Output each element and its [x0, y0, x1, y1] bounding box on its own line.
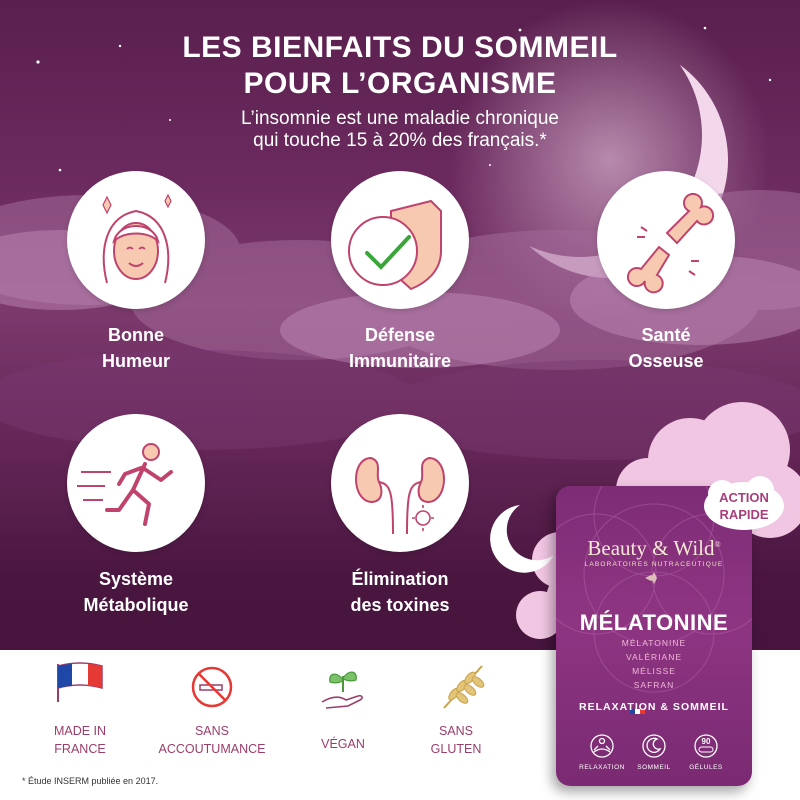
product-brand: [556, 536, 752, 561]
benefit-label-line: Défense: [364, 325, 436, 345]
french-flag-icon: [50, 656, 108, 704]
bone-joint-icon: [597, 171, 735, 309]
benefit-label-immunity: [300, 322, 500, 374]
benefit-label-line: Santé: [641, 325, 691, 345]
shield-check-icon: [331, 171, 469, 309]
badge-label-line: VÉGAN: [321, 737, 365, 751]
benefit-label-line: Bonne: [108, 325, 164, 345]
badge-label-gluten-free: [396, 722, 516, 758]
benefit-label-line: Immunitaire: [348, 351, 452, 371]
title-line-2: POUR L’ORGANISME: [243, 67, 557, 100]
capsule-count-text: 90: [701, 737, 711, 746]
benefit-label-line: Élimination: [351, 569, 449, 589]
page-title: [0, 30, 800, 102]
benefit-label-line: Humeur: [101, 351, 170, 371]
brand-name: Beauty & Wild: [587, 536, 715, 560]
runner-icon: [67, 414, 205, 552]
action-badge-line: RAPIDE: [719, 507, 769, 522]
product-ingredient: MÉLISSE: [632, 666, 676, 676]
benefit-label-line: Système: [98, 569, 174, 589]
product-icon-label: GÉLULES: [689, 764, 723, 771]
page-subtitle: [0, 108, 800, 152]
product-ingredient: SAFRAN: [633, 680, 675, 690]
badge-label-line: GLUTEN: [430, 742, 482, 756]
product-icon-label: RELAXATION: [579, 764, 625, 771]
action-badge: [700, 489, 788, 523]
title-line-1: LES BIENFAITS DU SOMMEIL: [182, 31, 618, 64]
product-brand-sub: LABORATOIRES NUTRACEUTIQUE: [584, 561, 724, 568]
benefit-label-line: Osseuse: [628, 351, 704, 371]
benefit-label-metabolism: [36, 566, 236, 618]
product-tagline: RELAXATION & SOMMEIL: [579, 701, 729, 713]
badge-label-no-addiction: [152, 722, 272, 758]
happy-face-icon: [67, 171, 205, 309]
badge-label-line: MADE IN: [53, 724, 107, 738]
badge-label-line: SANS: [194, 724, 230, 738]
wheat-icon: [434, 660, 490, 712]
badge-label-line: ACCOUTUMANCE: [158, 742, 266, 756]
badge-label-france: [20, 722, 140, 758]
subtitle-line-2: qui touche 15 à 20% des français.*: [253, 130, 547, 151]
brand-registered-mark: ®: [714, 540, 721, 549]
product-ingredient: MÉLATONINE: [621, 638, 687, 648]
benefit-circle-metabolism: [67, 414, 205, 552]
benefit-label-line: Métabolique: [83, 595, 189, 615]
benefit-circle-bones: [597, 171, 735, 309]
vegan-plant-hand-icon: [318, 662, 368, 712]
product-name: MÉLATONINE: [579, 610, 729, 635]
product-ingredient: VALÉRIANE: [625, 652, 683, 662]
footnote: * Étude INSERM publiée en 2017.: [22, 776, 159, 786]
benefit-circle-toxins: [331, 414, 469, 552]
benefit-circle-mood: [67, 171, 205, 309]
badge-label-line: FRANCE: [54, 742, 106, 756]
product-icon-label: SOMMEIL: [637, 764, 671, 771]
subtitle-line-1: L’insomnie est une maladie chronique: [241, 108, 559, 129]
benefit-label-line: des toxines: [350, 595, 450, 615]
benefit-label-bones: [566, 322, 766, 374]
badge-label-vegan: [283, 735, 403, 753]
badge-label-line: SANS: [438, 724, 474, 738]
no-smoking-icon: [190, 665, 234, 709]
benefit-label-toxins: [300, 566, 500, 618]
benefit-circle-immunity: [331, 171, 469, 309]
benefit-label-mood: [36, 322, 236, 374]
kidneys-icon: [331, 414, 469, 552]
action-badge-line: ACTION: [719, 490, 769, 505]
